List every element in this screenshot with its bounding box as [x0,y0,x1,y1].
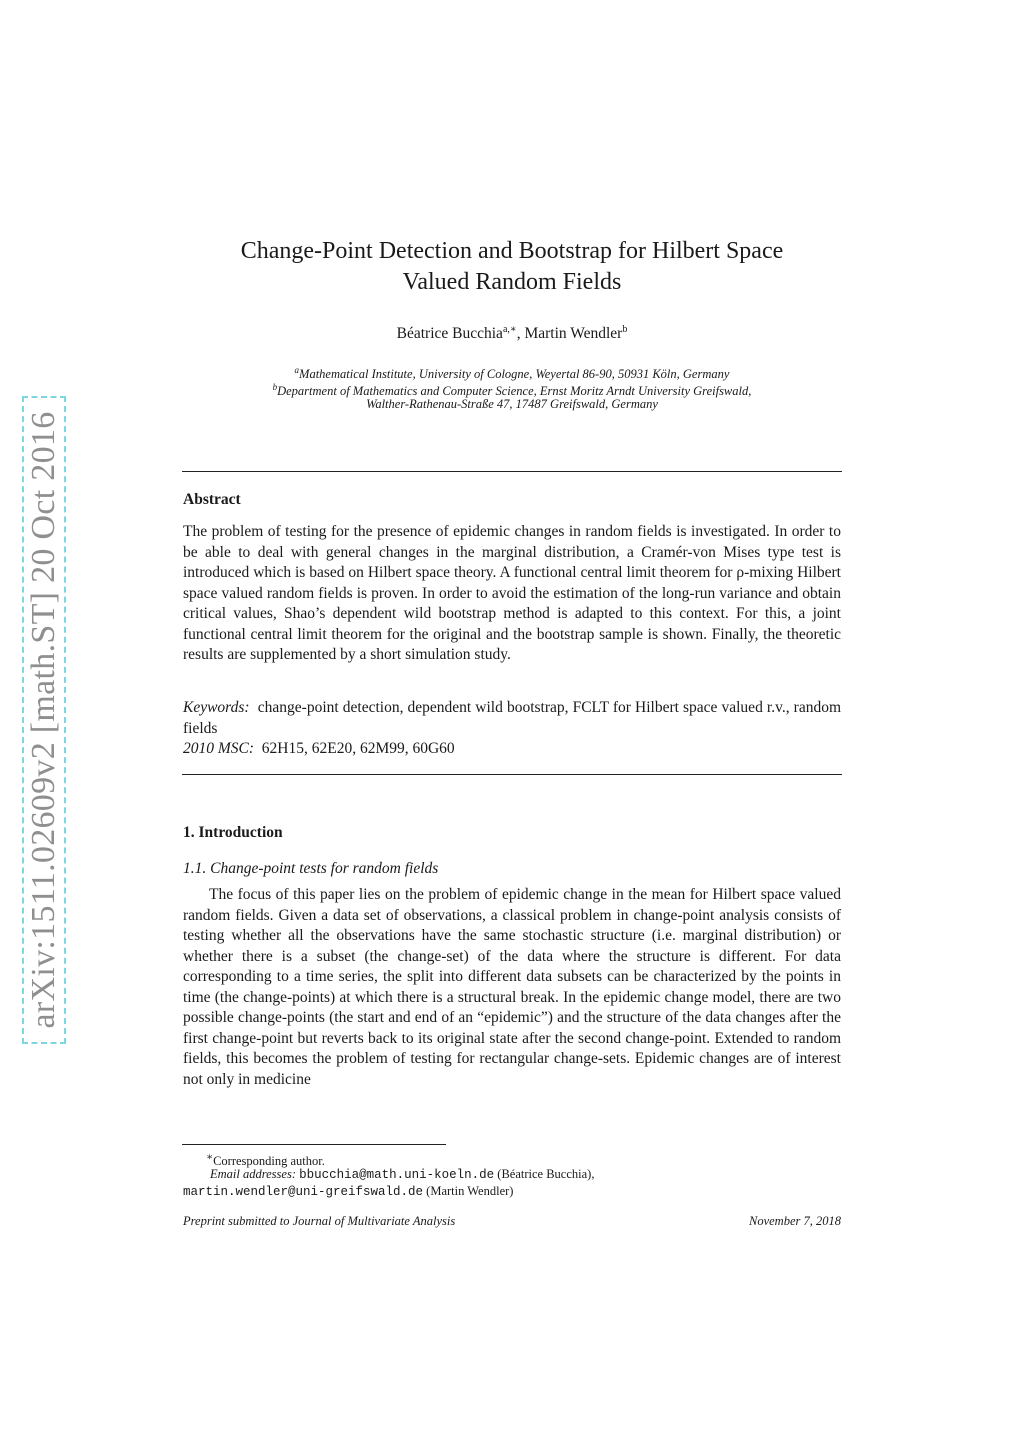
footnote-email-line-2 [183,1183,841,1200]
affiliation-a-text: Mathematical Institute, University of Cologne, Weyertal 86-90, 50931 Köln, Germany [299,367,730,382]
arxiv-stamp [22,396,66,1044]
arxiv-stamp-text: arXiv:1511.02609v2 [math.ST] 20 Oct 2016 [25,411,62,1029]
author-2: Martin Wendler [524,325,623,343]
footnote-email-line-1 [183,1166,841,1183]
page-footer [183,1214,841,1229]
affiliation-a-mark: a [294,365,300,375]
affiliation-b-mark: b [272,382,278,392]
title-line-1: Change-Point Detection and Bootstrap for Hilbert Space [240,238,784,264]
email-2-name: (Martin Wendler) [426,1184,514,1198]
abstract-bottom-rule [182,774,842,775]
footnote-mark: ∗ [206,1152,214,1163]
email-label: Email addresses: [210,1167,296,1181]
footnote-rule [182,1144,446,1145]
title-line-2: Valued Random Fields [402,269,622,295]
author-2-sup: b [622,324,628,335]
paper-title [182,236,842,298]
author-1: Béatrice Bucchia [396,325,503,343]
intro-paragraph: The focus of this paper lies on the problem of epidemic change in the mean for Hilbert space valued random fields. Given a data set of observations, a classical problem in change-point analysis consists of testing whether all the observations have the same stochastic structure (i.e. marginal distribution) or whether there is a subset (the change-set) of the data where the structure is different. For data corresponding to a time series, the split into different data subsets can be characterized by the points in time (the change-points) at which there is a structural break. In the epidemic change model, there are two possible change-points (the start and end of an “epidemic”) and the structure of the data changes after the first change-point but reverts back to its original state after the second change-point. Extended to random fields, this becomes the problem of testing for rectangular change-sets. Epidemic changes are of interest not only in medicine [183,886,841,1088]
footer-journal: Preprint submitted to Journal of Multivariate Analysis [183,1214,456,1228]
footnote-corresponding-text: Corresponding author. [213,1154,325,1169]
abstract-heading: Abstract [183,491,241,508]
affiliation-b-text-line-2: Walther-Rathenau-Straße 47, 17487 Greifswald, Germany [366,397,658,411]
affiliation-b-line-2 [160,396,864,413]
author-separator: , [516,325,525,343]
subsection-heading: 1.1. Change-point tests for random fields [183,860,439,877]
abstract-text: The problem of testing for the presence of epidemic changes in random fields is investigated. In order to be able to deal with general changes in the marginal distribution, a Cramér-von Mises type test is introduced which is based on Hilbert space theory. A functional central limit theorem for ρ-mixing Hilbert space valued random fields is proven. In order to avoid the estimation of the long-run variance and obtain critical values, Shao’s dependent wild bootstrap method is adapted to this context. For this, a joint functional central limit theorem for the original and the bootstrap sample is shown. Finally, the theoretic results are supplemented by a short simulation study. [183,523,841,663]
msc [183,739,841,760]
email-1-name: (Béatrice Bucchia), [497,1167,595,1181]
keywords-label: Keywords: [183,699,250,716]
affiliation-b-text-line-1: Department of Mathematics and Computer Science, Ernst Moritz Arndt University Greifswald, [277,384,752,399]
author-1-sup: a,∗ [502,324,517,335]
footer-date: November 7, 2018 [749,1214,841,1228]
abstract-top-rule [182,471,842,472]
section-heading: 1. Introduction [183,824,283,841]
msc-text: 62H15, 62E20, 62M99, 60G60 [261,740,455,757]
email-1-link[interactable]: bbucchia@math.uni-koeln.de [299,1168,495,1182]
msc-label: 2010 MSC: [183,740,255,757]
keywords [183,698,841,739]
email-2-link[interactable]: martin.wendler@uni-greifswald.de [183,1185,424,1199]
author-list [182,324,842,343]
keywords-text: change-point detection, dependent wild bootstrap, FCLT for Hilbert space valued r.v., random fields [183,699,842,737]
